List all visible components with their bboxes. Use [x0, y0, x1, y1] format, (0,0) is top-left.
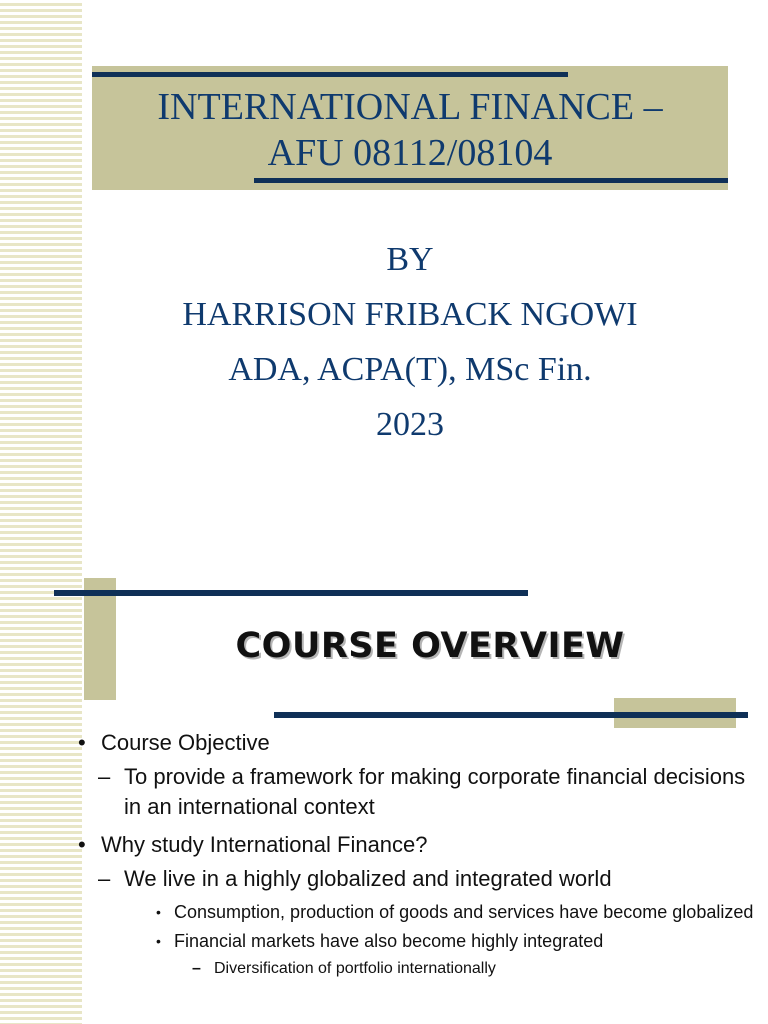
- bullet-item-level-1: [76, 828, 756, 862]
- year: 2023: [376, 406, 444, 443]
- bullet-item-level-2: [76, 864, 756, 894]
- slide1-title: [92, 84, 728, 176]
- author-name: HARRISON FRIBACK NGOWI: [182, 296, 638, 333]
- bullet-text: Why study International Finance?: [101, 832, 428, 857]
- by-label: BY: [386, 241, 434, 278]
- bullet-list: [76, 726, 756, 980]
- bullet-marker: •: [156, 904, 161, 920]
- bullet-marker: •: [78, 832, 86, 857]
- bullet-marker: –: [192, 960, 201, 977]
- bullet-text: Consumption, production of goods and services have become globalized: [174, 902, 754, 922]
- bullet-text: Course Objective: [101, 730, 270, 755]
- bullet-item-level-2: [76, 762, 756, 822]
- decorative-stripes: [0, 0, 82, 1024]
- bullet-marker: •: [156, 933, 161, 949]
- bullet-text: Diversification of portfolio internationally: [214, 960, 496, 977]
- slide2-title: COURSE OVERVIEW: [235, 626, 625, 666]
- bullet-marker: –: [98, 764, 111, 789]
- author-credentials: ADA, ACPA(T), MSc Fin.: [228, 351, 592, 388]
- bullet-text: Financial markets have also become highly integrated: [174, 931, 604, 951]
- overview-bottom-rule: [274, 712, 748, 718]
- bullet-item-level-3: [76, 929, 756, 954]
- bullet-text: To provide a framework for making corporate financial decisions in an international context: [124, 764, 746, 819]
- bullet-text: We live in a highly globalized and integrated world: [124, 866, 612, 891]
- accent-block-left: [84, 578, 116, 700]
- bullet-item-level-3: [76, 900, 756, 925]
- title-top-rule: [92, 72, 568, 77]
- author-block: [92, 232, 728, 452]
- bullet-item-level-4: [76, 958, 756, 980]
- title-line-2: AFU 08112/08104: [267, 132, 553, 174]
- overview-top-rule: [54, 590, 528, 596]
- bullet-marker: •: [78, 730, 86, 755]
- bullet-marker: –: [98, 866, 111, 891]
- title-bottom-rule: [254, 178, 728, 183]
- bullet-item-level-1: [76, 726, 756, 760]
- title-line-1: INTERNATIONAL FINANCE –: [157, 86, 663, 128]
